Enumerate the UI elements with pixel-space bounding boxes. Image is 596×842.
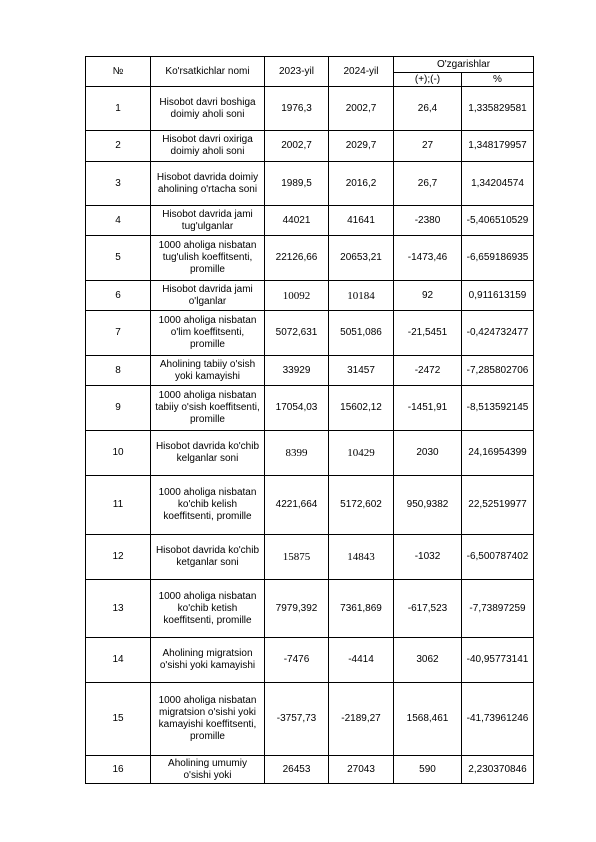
table-row xyxy=(86,386,534,431)
cell-2023: 8399 xyxy=(265,431,329,476)
cell-indicator-name: Hisobot davri boshiga doimiy aholi soni xyxy=(151,87,265,131)
cell-2023: 15875 xyxy=(265,535,329,580)
cell-indicator-name: Hisobot davri oxiriga doimiy aholi soni xyxy=(151,131,265,162)
cell-difference: 950,9382 xyxy=(394,476,462,535)
table-row xyxy=(86,476,534,535)
table-row xyxy=(86,281,534,311)
table-body xyxy=(86,87,534,784)
cell-percent: 2,230370846 xyxy=(462,756,534,784)
cell-indicator-name: 1000 aholiga nisbatan ko'chib ketish koeffitsenti, promille xyxy=(151,580,265,638)
cell-percent: 24,16954399 xyxy=(462,431,534,476)
cell-number: 11 xyxy=(86,476,151,535)
cell-number: 4 xyxy=(86,206,151,236)
cell-percent: -41,73961246 xyxy=(462,683,534,756)
cell-2024: -2189,27 xyxy=(329,683,394,756)
cell-indicator-name: Aholining tabiiy o'sish yoki kamayishi xyxy=(151,356,265,386)
cell-difference: 26,4 xyxy=(394,87,462,131)
cell-percent: 1,335829581 xyxy=(462,87,534,131)
cell-difference: -21,5451 xyxy=(394,311,462,356)
cell-difference: -1451,91 xyxy=(394,386,462,431)
cell-2023: 10092 xyxy=(265,281,329,311)
cell-difference: -617,523 xyxy=(394,580,462,638)
cell-2023: 1989,5 xyxy=(265,162,329,206)
cell-2023: 26453 xyxy=(265,756,329,784)
cell-percent: 0,911613159 xyxy=(462,281,534,311)
cell-2024: 2029,7 xyxy=(329,131,394,162)
cell-2023: 44021 xyxy=(265,206,329,236)
cell-2024: 2002,7 xyxy=(329,87,394,131)
cell-2024: 10184 xyxy=(329,281,394,311)
cell-difference: 1568,461 xyxy=(394,683,462,756)
cell-2024: 5172,602 xyxy=(329,476,394,535)
cell-2023: 7979,392 xyxy=(265,580,329,638)
cell-number: 3 xyxy=(86,162,151,206)
cell-2023: 1976,3 xyxy=(265,87,329,131)
cell-difference: 92 xyxy=(394,281,462,311)
cell-number: 2 xyxy=(86,131,151,162)
cell-difference: 2030 xyxy=(394,431,462,476)
cell-number: 14 xyxy=(86,638,151,683)
header-number: № xyxy=(86,57,151,87)
table-row xyxy=(86,580,534,638)
cell-number: 8 xyxy=(86,356,151,386)
cell-number: 7 xyxy=(86,311,151,356)
table-row xyxy=(86,87,534,131)
cell-difference: -1032 xyxy=(394,535,462,580)
cell-percent: -5,406510529 xyxy=(462,206,534,236)
cell-percent: 1,348179957 xyxy=(462,131,534,162)
cell-2024: 27043 xyxy=(329,756,394,784)
cell-difference: 3062 xyxy=(394,638,462,683)
cell-2023: 22126,66 xyxy=(265,236,329,281)
header-indicator-name: Ko'rsatkichlar nomi xyxy=(151,57,265,87)
cell-number: 9 xyxy=(86,386,151,431)
table-row xyxy=(86,236,534,281)
cell-indicator-name: Hisobot davrida ko'chib ketganlar soni xyxy=(151,535,265,580)
cell-percent: -7,285802706 xyxy=(462,356,534,386)
cell-indicator-name: 1000 aholiga nisbatan o'lim koeffitsenti, promille xyxy=(151,311,265,356)
cell-2024: 20653,21 xyxy=(329,236,394,281)
cell-2024: 15602,12 xyxy=(329,386,394,431)
cell-percent: -7,73897259 xyxy=(462,580,534,638)
cell-number: 13 xyxy=(86,580,151,638)
cell-number: 12 xyxy=(86,535,151,580)
cell-indicator-name: Hisobot davrida ko'chib kelganlar soni xyxy=(151,431,265,476)
table-row xyxy=(86,131,534,162)
cell-number: 1 xyxy=(86,87,151,131)
header-percent: % xyxy=(462,73,534,87)
table-row xyxy=(86,311,534,356)
cell-difference: -1473,46 xyxy=(394,236,462,281)
table-row xyxy=(86,756,534,784)
cell-number: 16 xyxy=(86,756,151,784)
cell-percent: -8,513592145 xyxy=(462,386,534,431)
table-row xyxy=(86,683,534,756)
cell-indicator-name: 1000 aholiga nisbatan tug'ulish koeffitsenti, promille xyxy=(151,236,265,281)
cell-2023: -3757,73 xyxy=(265,683,329,756)
cell-2024: 14843 xyxy=(329,535,394,580)
cell-percent: -40,95773141 xyxy=(462,638,534,683)
cell-2023: 4221,664 xyxy=(265,476,329,535)
cell-2024: 7361,869 xyxy=(329,580,394,638)
statistics-table xyxy=(85,56,534,784)
cell-number: 6 xyxy=(86,281,151,311)
cell-number: 10 xyxy=(86,431,151,476)
cell-difference: -2380 xyxy=(394,206,462,236)
header-difference: (+);(-) xyxy=(394,73,462,87)
header-changes: O'zgarishlar xyxy=(394,57,534,73)
table-row xyxy=(86,638,534,683)
cell-2024: 31457 xyxy=(329,356,394,386)
cell-2024: 5051,086 xyxy=(329,311,394,356)
table-row xyxy=(86,431,534,476)
table-row xyxy=(86,206,534,236)
cell-2023: 5072,631 xyxy=(265,311,329,356)
cell-2023: 2002,7 xyxy=(265,131,329,162)
table-row xyxy=(86,535,534,580)
cell-percent: -6,659186935 xyxy=(462,236,534,281)
cell-indicator-name: 1000 aholiga nisbatan ko'chib kelish koeffitsenti, promille xyxy=(151,476,265,535)
cell-2023: -7476 xyxy=(265,638,329,683)
table-row xyxy=(86,356,534,386)
cell-indicator-name: 1000 aholiga nisbatan tabiiy o'sish koeffitsenti, promille xyxy=(151,386,265,431)
cell-indicator-name: Hisobot davrida jami o'lganlar xyxy=(151,281,265,311)
cell-2024: 2016,2 xyxy=(329,162,394,206)
table-row xyxy=(86,162,534,206)
cell-percent: -6,500787402 xyxy=(462,535,534,580)
cell-indicator-name: Hisobot davrida doimiy aholining o'rtacha soni xyxy=(151,162,265,206)
cell-indicator-name: Aholining migratsion o'sishi yoki kamayishi xyxy=(151,638,265,683)
cell-number: 5 xyxy=(86,236,151,281)
cell-indicator-name: 1000 aholiga nisbatan migratsion o'sishi yoki kamayishi koeffitsenti, promille xyxy=(151,683,265,756)
cell-difference: 590 xyxy=(394,756,462,784)
cell-indicator-name: Hisobot davrida jami tug'ulganlar xyxy=(151,206,265,236)
cell-difference: 26,7 xyxy=(394,162,462,206)
cell-2023: 17054,03 xyxy=(265,386,329,431)
cell-difference: -2472 xyxy=(394,356,462,386)
header-year-2024: 2024-yil xyxy=(329,57,394,87)
cell-2024: 41641 xyxy=(329,206,394,236)
cell-percent: 22,52519977 xyxy=(462,476,534,535)
cell-percent: -0,424732477 xyxy=(462,311,534,356)
cell-indicator-name: Aholining umumiy o'sishi yoki xyxy=(151,756,265,784)
cell-number: 15 xyxy=(86,683,151,756)
cell-difference: 27 xyxy=(394,131,462,162)
cell-2023: 33929 xyxy=(265,356,329,386)
cell-2024: 10429 xyxy=(329,431,394,476)
cell-2024: -4414 xyxy=(329,638,394,683)
cell-percent: 1,34204574 xyxy=(462,162,534,206)
header-year-2023: 2023-yil xyxy=(265,57,329,87)
